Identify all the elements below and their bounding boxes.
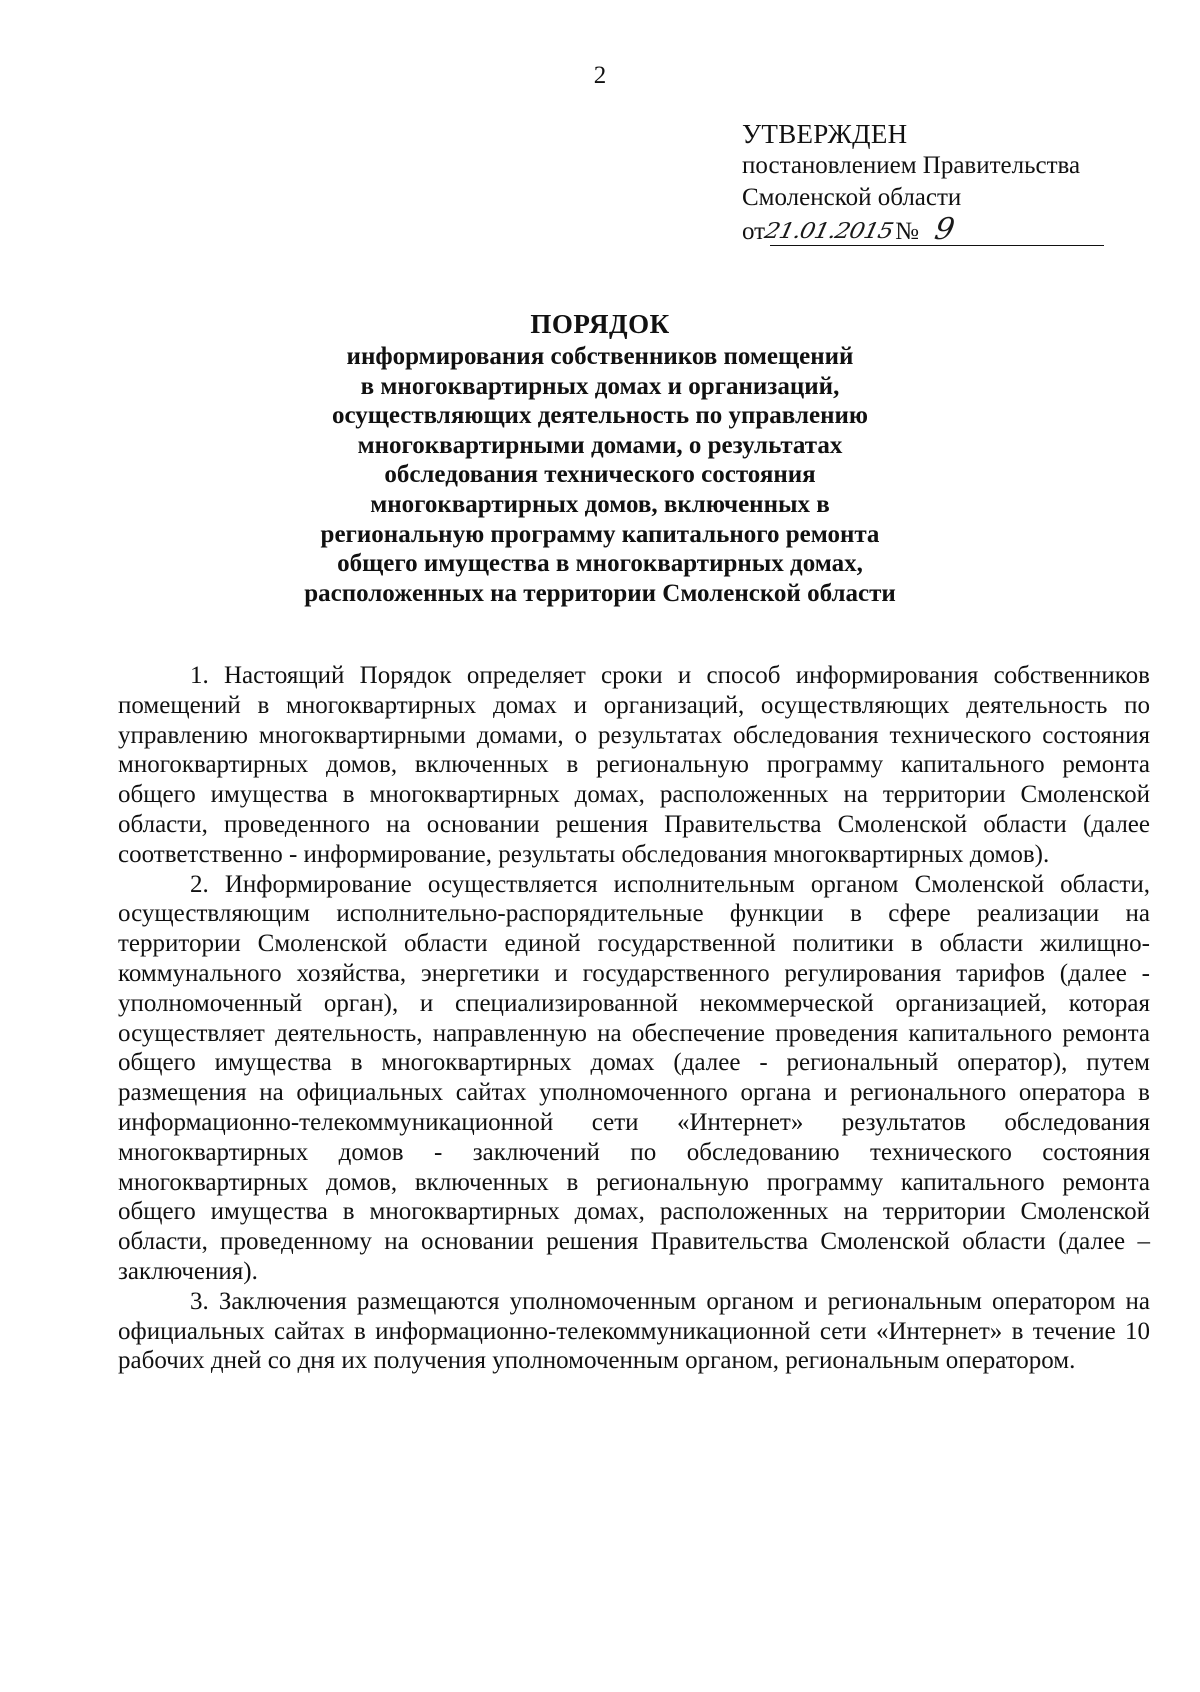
approval-line-2: Смоленской области: [742, 184, 962, 211]
number-sign: №: [895, 218, 919, 245]
handwritten-number: 9: [931, 212, 957, 247]
paragraph-2: 2. Информирование осуществляется исполнительным органом Смоленской области, осуществляющим исполнительно-распорядительные функции в сфере реализации на территории Смоленской области единой государственной политики в области жилищно-коммунального хозяйства, энергетики и государственного регулирования тарифов (далее - уполномоченный орган), и специализированной некоммерческой организацией, которая осуществляет деятельность, направленную на обеспечение проведения капитального ремонта общего имущества в многоквартирных домах (далее - региональный оператор), путем размещения на официальных сайтах уполномоченного органа и регионального оператора в информационно-телекоммуникационной сети «Интернет» результатов обследования многоквартирных домов - заключений по обследованию технического состояния многоквартирных домов, включенных в региональную программу капитального ремонта общего имущества в многоквартирных домах, расположенных на территории Смоленской области, проведенному на основании решения Правительства Смоленской области (далее – заключения).: [118, 870, 1150, 1285]
title-line: региональную программу капитального ремонта: [320, 520, 880, 548]
title-line: общего имущества в многоквартирных домах,: [337, 550, 863, 578]
paragraph-1: 1. Настоящий Порядок определяет сроки и способ информирования собственников помещений в многоквартирных домах и организаций, осуществляющих деятельность по управлению многоквартирными домами, о результатах обследования технического состояния многоквартирных домов, включенных в региональную программу капитального ремонта общего имущества в многоквартирных домах, расположенных на территории Смоленской области, проведенного на основании решения Правительства Смоленской области (далее соответственно - информирование, результаты обследования многоквартирных домов).: [118, 662, 1150, 868]
document-title: [180, 306, 1020, 608]
title-line: обследования технического состояния: [384, 461, 816, 489]
title-line: информирования собственников помещений: [346, 343, 854, 370]
approval-stamp: [742, 118, 1122, 250]
paragraph-3: 3. Заключения размещаются уполномоченным органом и региональным оператором на официальных сайтах в информационно-телекоммуникационной сети «Интернет» в течение 10 рабочих дней со дня их получения уполномоченным органом, региональным оператором.: [118, 1287, 1150, 1375]
title-line: расположенных на территории Смоленской области: [304, 579, 896, 607]
date-underline: [770, 245, 1104, 246]
approved-label: УТВЕРЖДЕН: [742, 119, 908, 149]
title-line: многоквартирными домами, о результатах: [357, 431, 843, 459]
date-prefix: от: [742, 218, 766, 245]
approval-line-1: постановлением Правительства: [742, 152, 1081, 179]
title-line: осуществляющих деятельность по управлению: [331, 402, 869, 430]
title-line: в многоквартирных домах и организаций,: [360, 372, 840, 400]
approval-date-line: [742, 214, 1122, 250]
handwritten-date: 21.01.2015: [762, 218, 896, 244]
title-line: многоквартирных домов, включенных в: [370, 490, 830, 518]
document-body: [118, 661, 1150, 1376]
page-number: 2: [593, 62, 607, 89]
title-heading: ПОРЯДОК: [530, 309, 670, 339]
